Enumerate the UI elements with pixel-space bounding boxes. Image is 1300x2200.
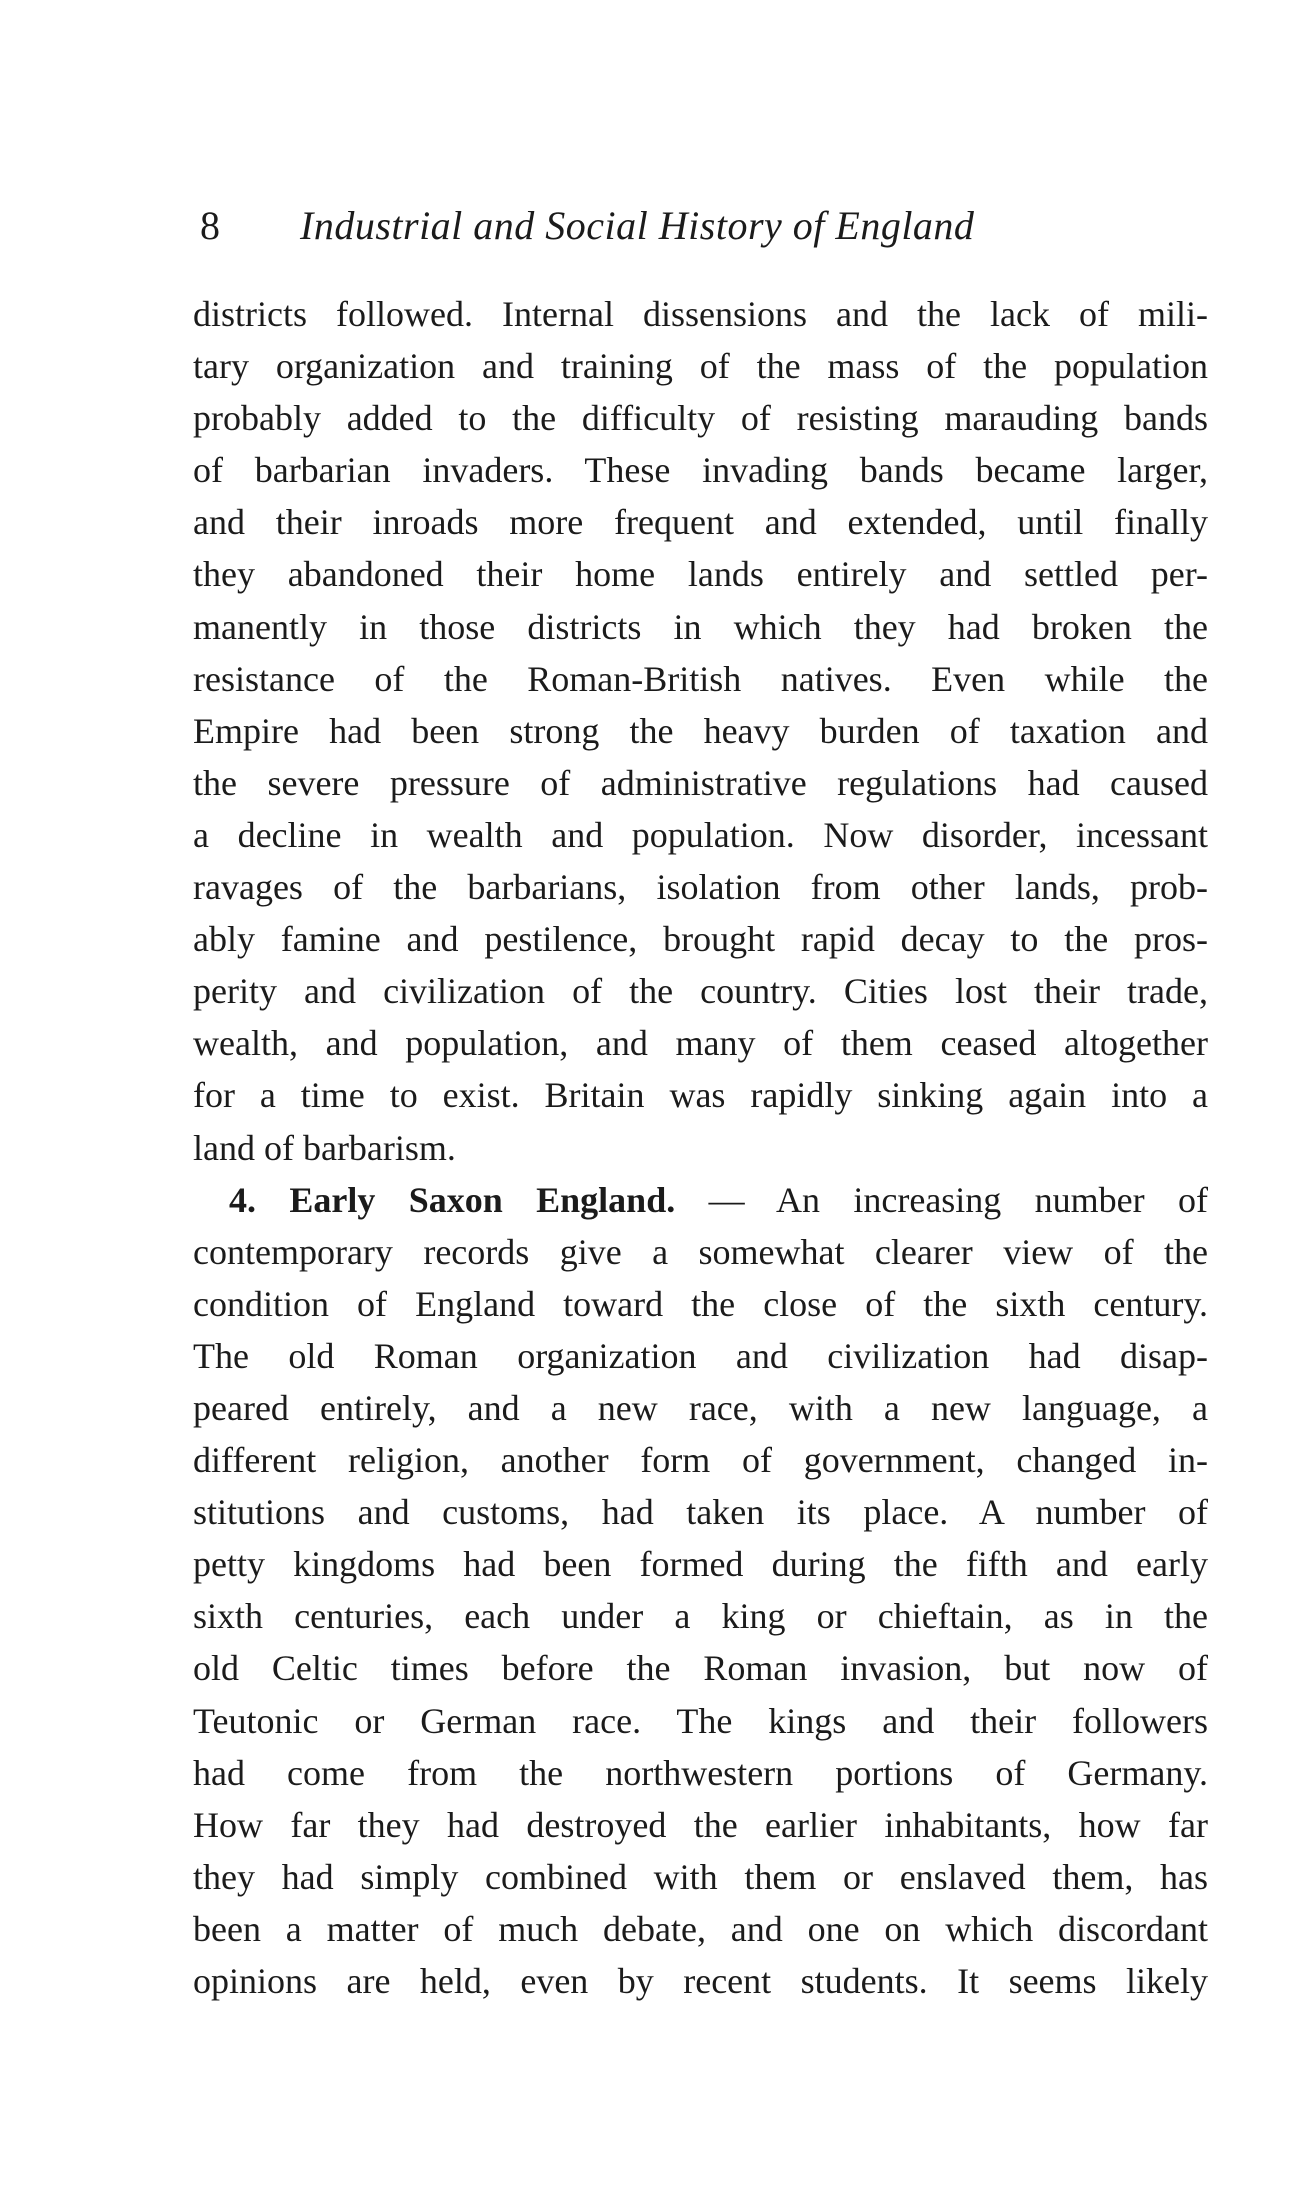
- page-number: 8: [200, 203, 220, 248]
- text-line: different religion, another form of government, changed in-: [193, 1440, 1208, 1481]
- text-line: of barbarian invaders. These invading bands became larger,: [193, 450, 1208, 491]
- text-line: tary organization and training of the mass of the population: [193, 346, 1208, 387]
- text-line: stitutions and customs, had taken its place. A number of: [193, 1492, 1208, 1533]
- text-line: they had simply combined with them or enslaved them, has: [193, 1856, 1208, 1897]
- text-line: resistance of the Roman-British natives. Even while the: [193, 658, 1208, 699]
- text-line: How far they had destroyed the earlier inhabitants, how far: [193, 1804, 1208, 1845]
- text-line: opinions are held, even by recent students. It seems likely: [193, 1961, 1208, 2001]
- text-line: peared entirely, and a new race, with a new language, a: [193, 1387, 1208, 1428]
- text-line: ravages of the barbarians, isolation from other lands, prob-: [193, 867, 1208, 908]
- section-heading-line: [193, 1174, 1208, 1226]
- running-head: [200, 196, 1200, 256]
- text-line: land of barbarism.: [193, 1127, 456, 1168]
- text-line: condition of England toward the close of the sixth century.: [193, 1283, 1208, 1324]
- text-line: had come from the northwestern portions of Germany.: [193, 1752, 1208, 1793]
- text-line: petty kingdoms had been formed during the fifth and early: [193, 1544, 1208, 1585]
- text-line: districts followed. Internal dissensions and the lack of mili-: [193, 294, 1208, 334]
- section-heading: 4. Early Saxon England.: [229, 1179, 676, 1220]
- text-line: Teutonic or German race. The kings and their followers: [193, 1700, 1208, 1741]
- body-text: [193, 288, 1208, 2007]
- text-line: old Celtic times before the Roman invasion, but now of: [193, 1648, 1208, 1689]
- text-line: manently in those districts in which they had broken the: [193, 606, 1208, 647]
- text-line: probably added to the difficulty of resisting marauding bands: [193, 398, 1208, 439]
- em-dash: —: [675, 1179, 776, 1220]
- running-title: Industrial and Social History of England: [300, 203, 975, 248]
- text-line: been a matter of much debate, and one on which discordant: [193, 1908, 1208, 1949]
- text-line: a decline in wealth and population. Now disorder, incessant: [193, 814, 1208, 855]
- text-line: perity and civilization of the country. Cities lost their trade,: [193, 971, 1208, 1012]
- text-line: they abandoned their home lands entirely and settled per-: [193, 554, 1208, 595]
- text-line: the severe pressure of administrative regulations had caused: [193, 762, 1208, 803]
- text-line: contemporary records give a somewhat clearer view of the: [193, 1231, 1208, 1272]
- text-line: ably famine and pestilence, brought rapid decay to the pros-: [193, 919, 1208, 960]
- text-line: Empire had been strong the heavy burden of taxation and: [193, 710, 1208, 751]
- text-line: sixth centuries, each under a king or chieftain, as in the: [193, 1596, 1208, 1637]
- text-line: and their inroads more frequent and extended, until finally: [193, 502, 1208, 543]
- text-line: for a time to exist. Britain was rapidly sinking again into a: [193, 1075, 1208, 1116]
- text-line: The old Roman organization and civilization had disap-: [193, 1335, 1208, 1376]
- text-line: wealth, and population, and many of them ceased altogether: [193, 1023, 1208, 1064]
- text-line: An increasing number of: [776, 1179, 1208, 1220]
